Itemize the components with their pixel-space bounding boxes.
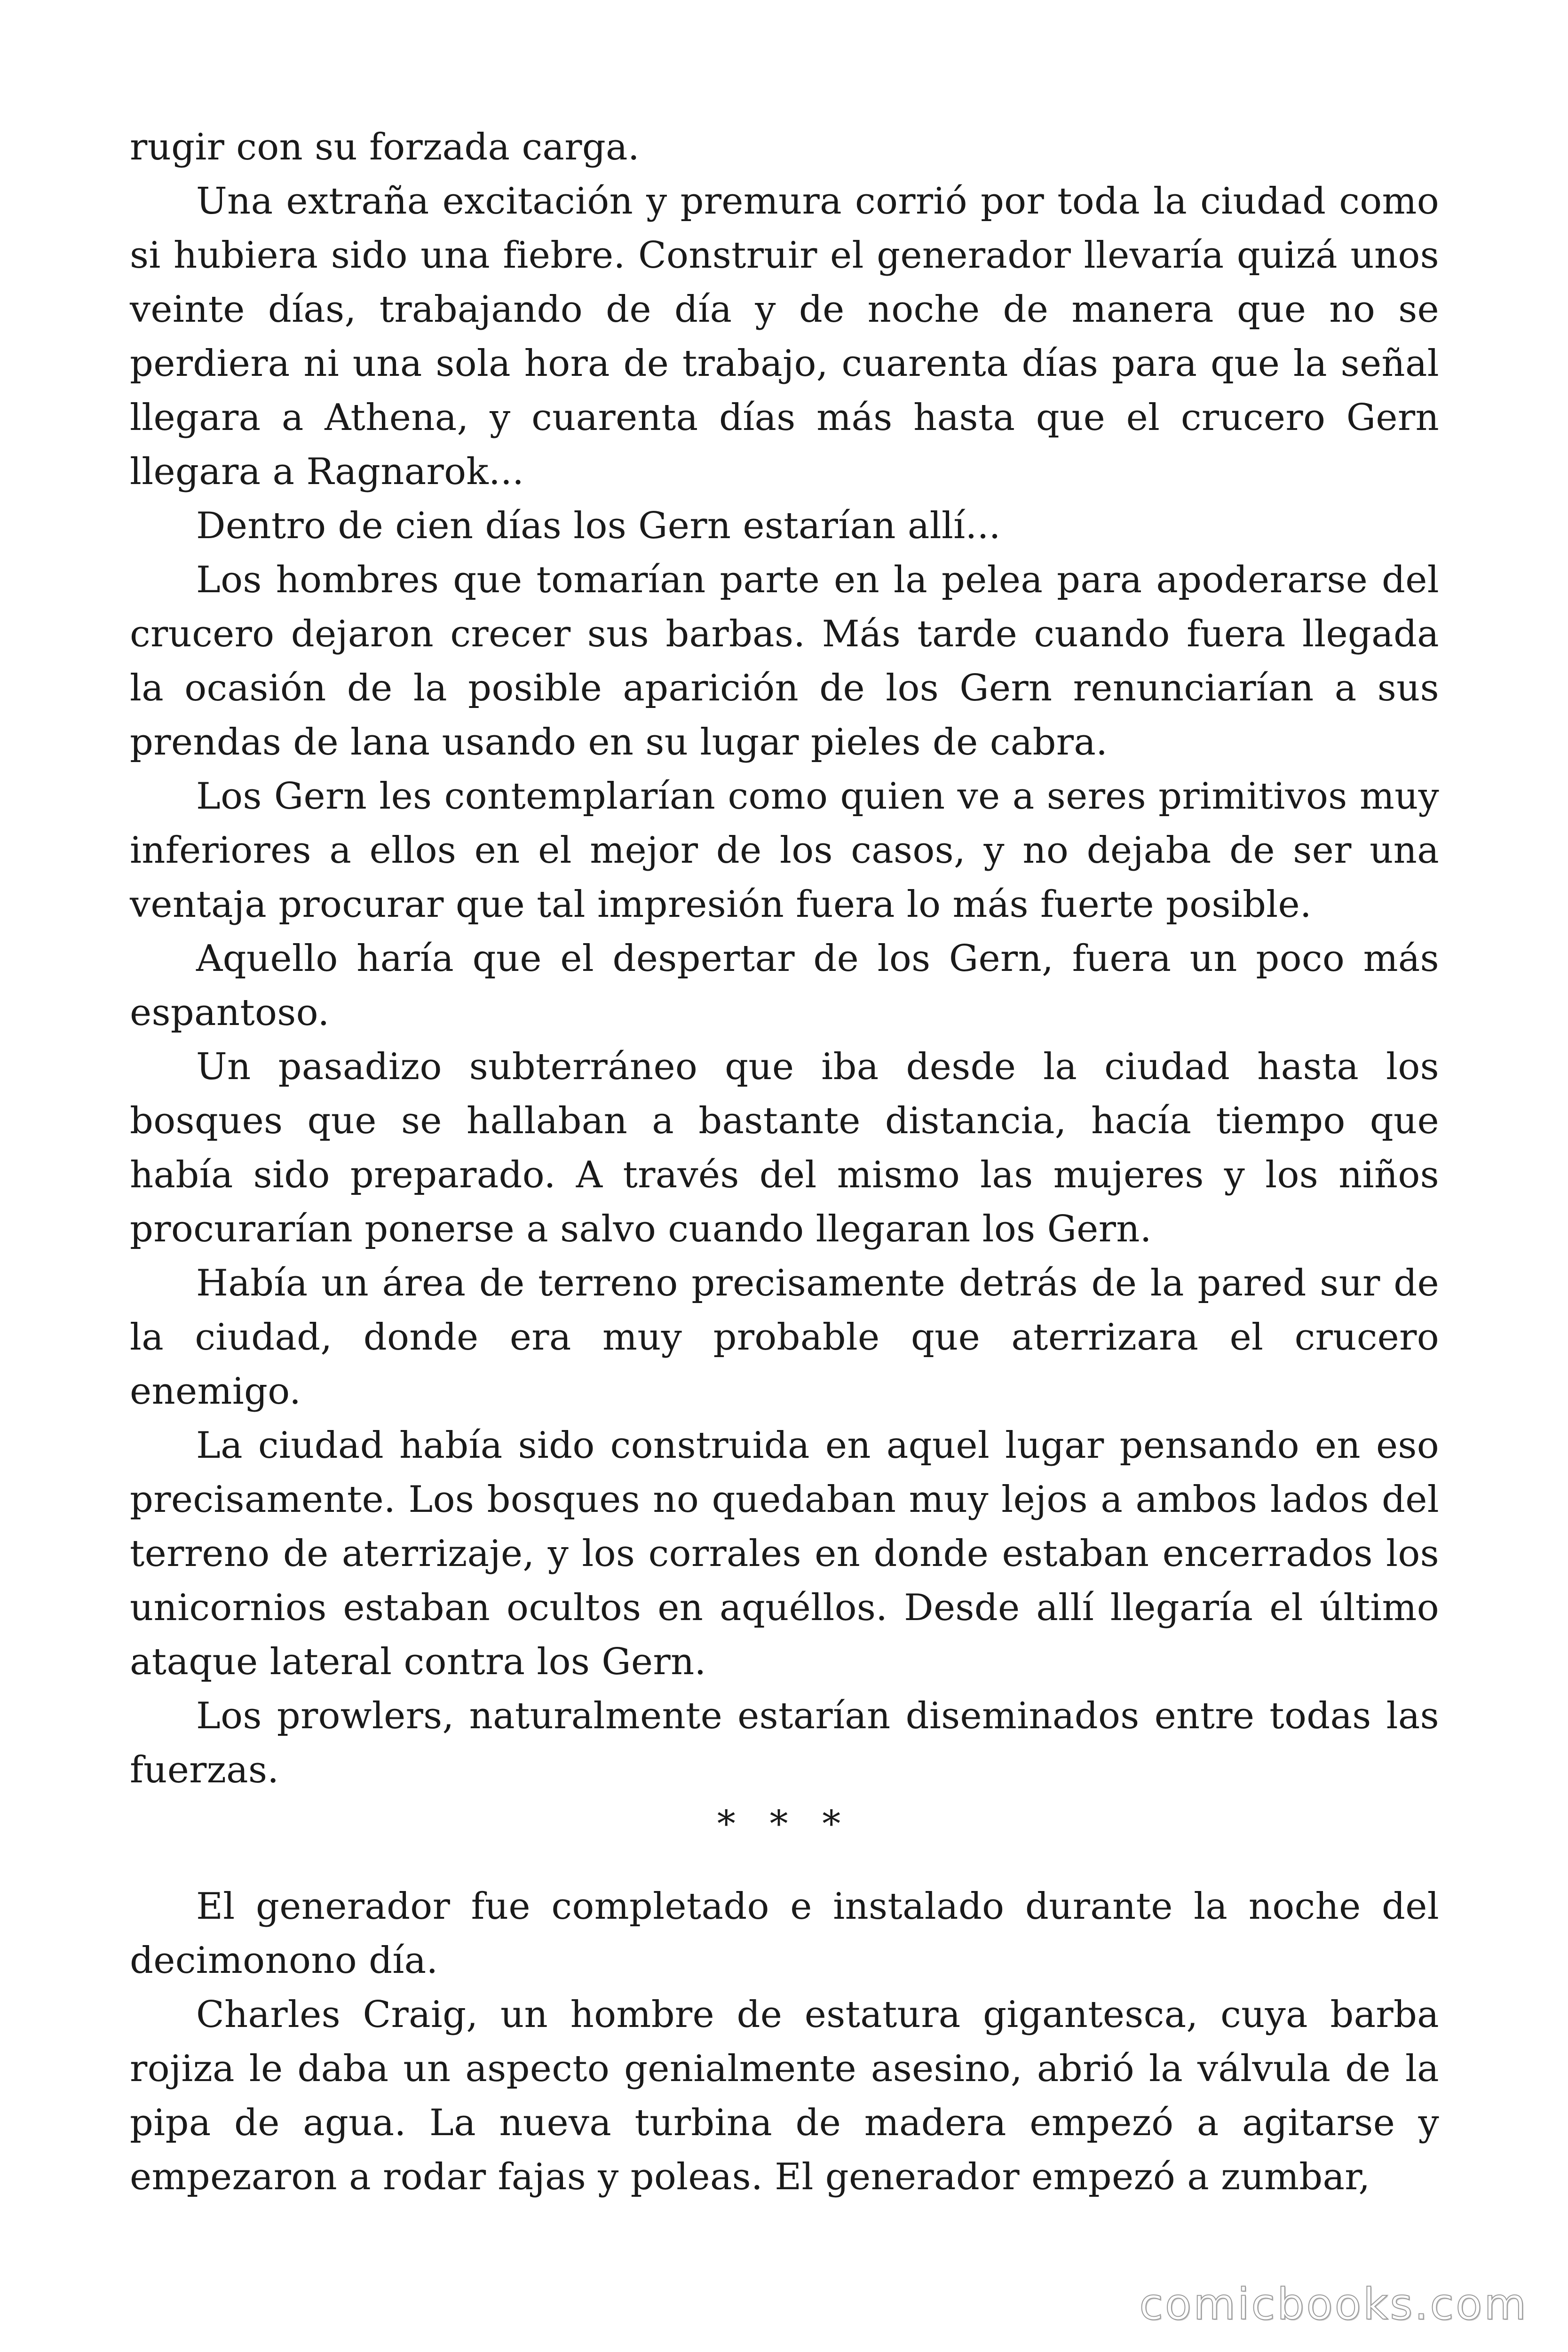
paragraph: Un pasadizo subterráneo que iba desde la ciudad hasta los bosques que se hallaban a bastante distancia, hacía tiempo que había sido preparado. A través del mismo las mujeres y los niños procurarían ponerse a salvo cuando llegaran los Gern. xyxy=(130,1046,1439,1250)
page-body xyxy=(130,120,1439,2204)
paragraph: Una extraña excitación y premura corrió por toda la ciudad como si hubiera sido una fiebre. Construir el generador llevaría quizá unos veinte días, trabajando de día y de noche de manera que no se perdiera ni una sola hora de trabajo, cuarenta días para que la señal llegara a Athena, y cuarenta días más hasta que el crucero Gern llegara a Ragnarok... xyxy=(130,180,1439,493)
paragraph: El generador fue completado e instalado durante la noche del decimonono día. xyxy=(130,1885,1439,1982)
section-break: * * * xyxy=(717,1803,852,1845)
paragraph: Dentro de cien días los Gern estarían allí... xyxy=(196,505,1001,547)
watermark-logo: comicbooks.com xyxy=(1139,2279,1528,2329)
paragraph: rugir con su forzada carga. xyxy=(130,126,640,168)
paragraph: Los Gern les contemplarían como quien ve a seres primitivos muy inferiores a ellos en el mejor de los casos, y no dejaba de ser una ventaja procurar que tal impresión fuera lo más fuerte posible. xyxy=(130,775,1439,926)
paragraph: Aquello haría que el despertar de los Gern, fuera un poco más espantoso. xyxy=(130,938,1439,1034)
paragraph: Charles Craig, un hombre de estatura gigantesca, cuya barba rojiza le daba un aspecto genialmente asesino, abrió la válvula de la pipa de agua. La nueva turbina de madera empezó a agitarse y empezaron a rodar fajas y poleas. El generador empezó a zumbar, xyxy=(130,1994,1439,2198)
paragraph: Los hombres que tomarían parte en la pelea para apoderarse del crucero dejaron crecer sus barbas. Más tarde cuando fuera llegada la ocasión de la posible aparición de los Gern renunciarían a sus prendas de lana usando en su lugar pieles de cabra. xyxy=(130,559,1439,763)
paragraph: La ciudad había sido construida en aquel lugar pensando en eso precisamente. Los bosques no quedaban muy lejos a ambos lados del terreno de aterrizaje, y los corrales en donde estaban encerrados los unicornios estaban ocultos en aquéllos. Desde allí llegaría el último ataque lateral contra los Gern. xyxy=(130,1424,1439,1683)
paragraph: Los prowlers, naturalmente estarían diseminados entre todas las fuerzas. xyxy=(130,1695,1439,1791)
paragraph: Había un área de terreno precisamente detrás de la pared sur de la ciudad, donde era muy probable que aterrizara el crucero enemigo. xyxy=(130,1262,1439,1413)
